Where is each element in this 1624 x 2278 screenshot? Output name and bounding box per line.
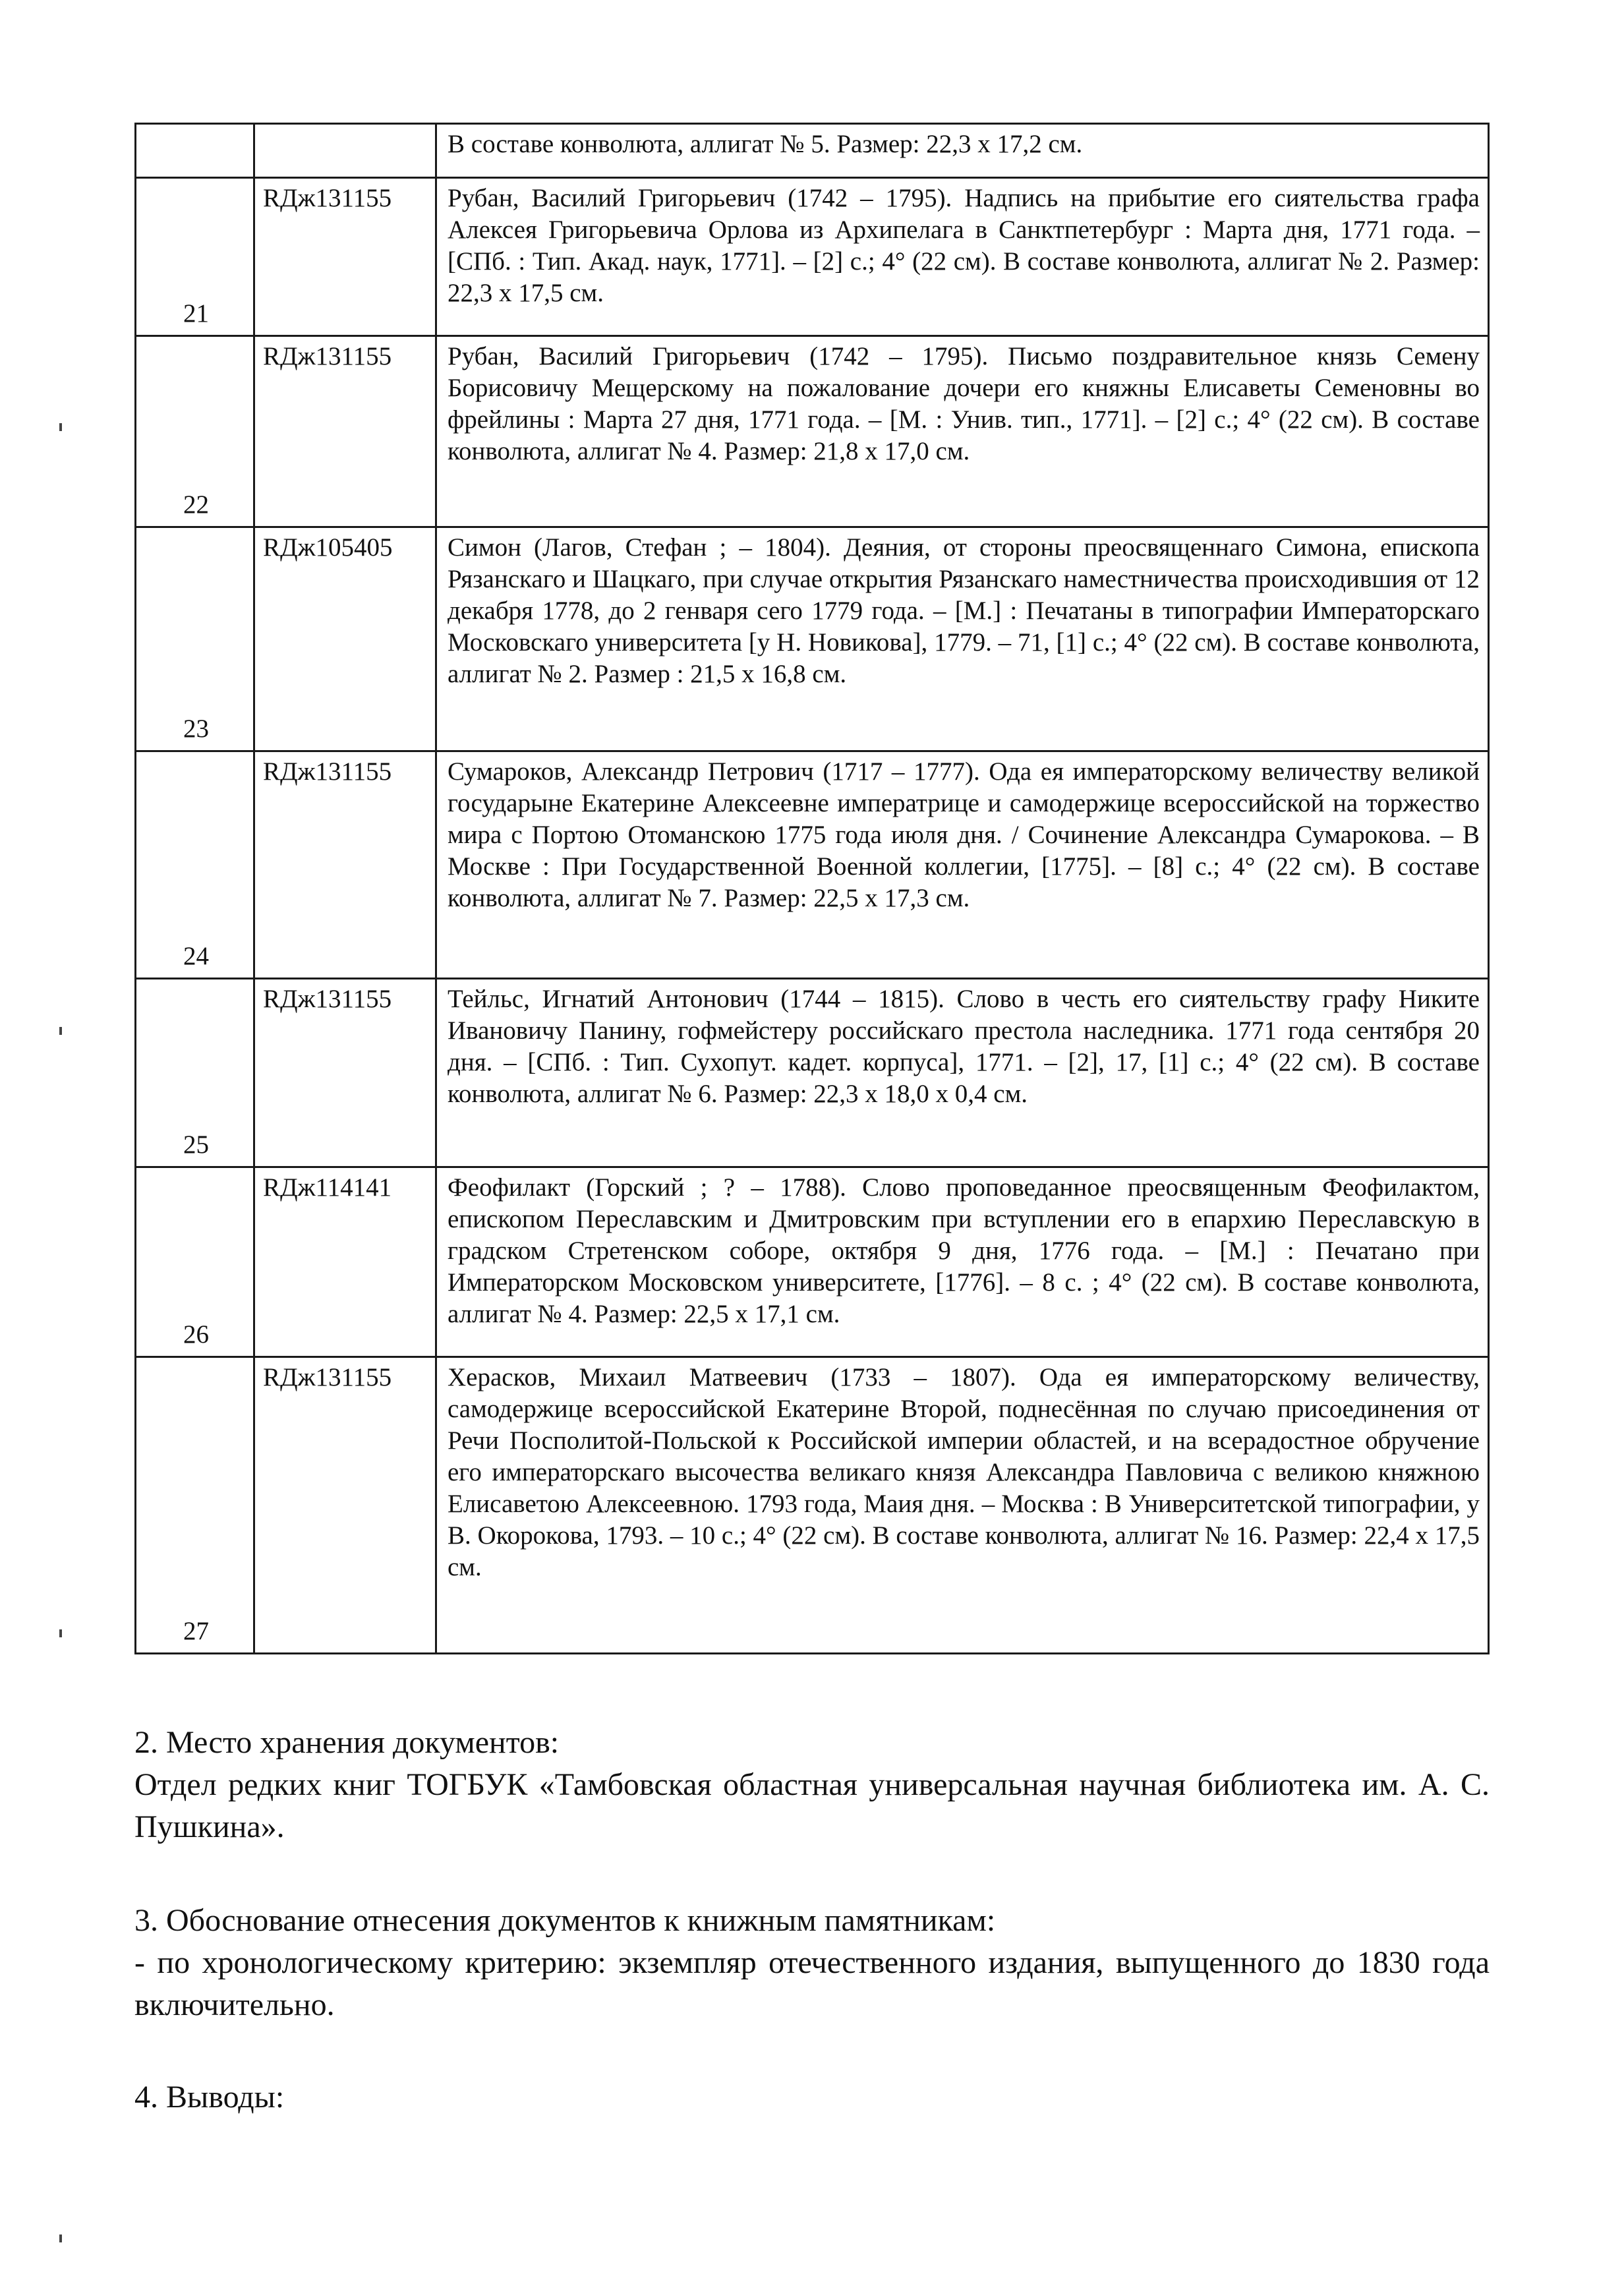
description-cell: Сумароков, Александр Петрович (1717 – 1777). Ода ея императорскому величеству великой государыне Екатерине Алексеевне императрице и самодержице всероссийской на торжество мира с Портою Отоманскою 1775 года июля дня. / Сочинение Александра Сумарокова. – В Москве : При Государственной Военной коллегии, [1775]. – [8] с.; 4° (22 см). В составе конволюта, аллигат № 7. Размер: 22,5 х 17,3 см. <box>436 751 1489 979</box>
conclusions-section <box>134 2076 1490 2118</box>
table-row <box>136 1167 1489 1357</box>
book-monuments-table <box>134 123 1490 1654</box>
description-cell: Херасков, Михаил Матвеевич (1733 – 1807). Ода ея императорскому величеству, самодержице всероссийской Екатерине Второй, поднесённая по случаю присоединения от Речи Посполитой-Польской к Российской империи областей, и на всерадостное обручение его императорскаго высочества великаго князя Александра Павловича с великою княжною Елисаветою Алексеевною. 1793 года, Маия дня. – Москва : В Университетской типографии, у В. Окорокова, 1793. – 10 с.; 4° (22 см). В составе конволюта, аллигат № 16. Размер: 22,4 х 17,5 см. <box>436 1357 1489 1654</box>
justification-section <box>134 1900 1490 2026</box>
row-number-cell: 26 <box>136 1167 254 1357</box>
row-number-cell: 24 <box>136 751 254 979</box>
row-number-cell: 21 <box>136 178 254 336</box>
description-cell: Рубан, Василий Григорьевич (1742 – 1795). Надпись на прибытие его сиятельства графа Алексея Григорьевича Орлова из Архипелага в Санктпетербург : Марта дня, 1771 года. – [СПб. : Тип. Акад. наук, 1771]. – [2] с.; 4° (22 см). В составе конволюта, аллигат № 2. Размер: 22,3 х 17,5 см. <box>436 178 1489 336</box>
description-cell: Симон (Лагов, Стефан ; – 1804). Деяния, от стороны преосвященнаго Симона, епископа Рязанскаго и Шацкаго, при случае открытия Рязанскаго наместничества происходившия от 12 декабря 1778, до 2 генваря сего 1779 года. – [М.] : Печатаны в типографии Императорскаго Московскаго университета [у Н. Новикова], 1779. – 71, [1] с.; 4° (22 см). В составе конволюта, аллигат № 2. Размер : 21,5 х 16,8 см. <box>436 527 1489 751</box>
table-row <box>136 178 1489 336</box>
table-row <box>136 979 1489 1167</box>
row-number-cell: 23 <box>136 527 254 751</box>
cipher-cell: RДж131155 <box>254 979 436 1167</box>
scan-mark <box>59 423 62 431</box>
cipher-cell: RДж131155 <box>254 178 436 336</box>
scan-mark <box>59 1027 62 1035</box>
cipher-cell: RДж114141 <box>254 1167 436 1357</box>
description-cell: Феофилакт (Горский ; ? – 1788). Слово проповеданное преосвященным Феофилактом, епископом Переславским и Дмитровским при вступлении его в епархию Переславскую в градском Стретенском соборе, октября 9 дня, 1776 года. – [М.] : Печатано при Императорском Московском университете, [1776]. – 8 с. ; 4° (22 см). В составе конволюта, аллигат № 4. Размер: 22,5 х 17,1 см. <box>436 1167 1489 1357</box>
description-cell: В составе конволюта, аллигат № 5. Размер: 22,3 х 17,2 см. <box>436 124 1489 178</box>
table-row <box>136 124 1489 178</box>
row-number-cell <box>136 124 254 178</box>
table-row <box>136 751 1489 979</box>
cipher-cell <box>254 124 436 178</box>
cipher-cell: RДж131155 <box>254 336 436 527</box>
description-cell: Тейльс, Игнатий Антонович (1744 – 1815). Слово в честь его сиятельству графу Никите Ивановичу Панину, гофмейстеру российскаго престола наследника. 1771 года сентября 20 дня. – [СПб. : Тип. Сухопут. кадет. корпуса], 1771. – [2], 17, [1] с.; 4° (22 см). В составе конволюта, аллигат № 6. Размер: 22,3 х 18,0 х 0,4 см. <box>436 979 1489 1167</box>
justification-text: - по хронологическому критерию: экземпляр отечественного издания, выпущенного до 1830 года включительно. <box>134 1945 1490 2022</box>
cipher-cell: RДж105405 <box>254 527 436 751</box>
storage-section <box>134 1722 1490 1848</box>
justification-heading: 3. Обоснование отнесения документов к книжным памятникам: <box>134 1903 996 1938</box>
scan-mark <box>59 2234 62 2242</box>
row-number-cell: 27 <box>136 1357 254 1654</box>
row-number-cell: 25 <box>136 979 254 1167</box>
scan-mark <box>59 1629 62 1637</box>
table-row <box>136 336 1489 527</box>
description-cell: Рубан, Василий Григорьевич (1742 – 1795). Письмо поздравительное князь Семену Борисовичу Мещерскому на пожалование дочери его княжны Елисаветы Семеновны во фрейлины : Марта 27 дня, 1771 года. – [М. : Унив. тип., 1771]. – [2] с.; 4° (22 см). В составе конволюта, аллигат № 4. Размер: 21,8 х 17,0 см. <box>436 336 1489 527</box>
table-row <box>136 1357 1489 1654</box>
conclusions-heading: 4. Выводы: <box>134 2080 285 2115</box>
row-number-cell: 22 <box>136 336 254 527</box>
storage-text: Отдел редких книг ТОГБУК «Тамбовская областная универсальная научная библиотека им. А. С. Пушкина». <box>134 1767 1490 1844</box>
cipher-cell: RДж131155 <box>254 1357 436 1654</box>
table-row <box>136 527 1489 751</box>
cipher-cell: RДж131155 <box>254 751 436 979</box>
storage-heading: 2. Место хранения документов: <box>134 1725 560 1760</box>
